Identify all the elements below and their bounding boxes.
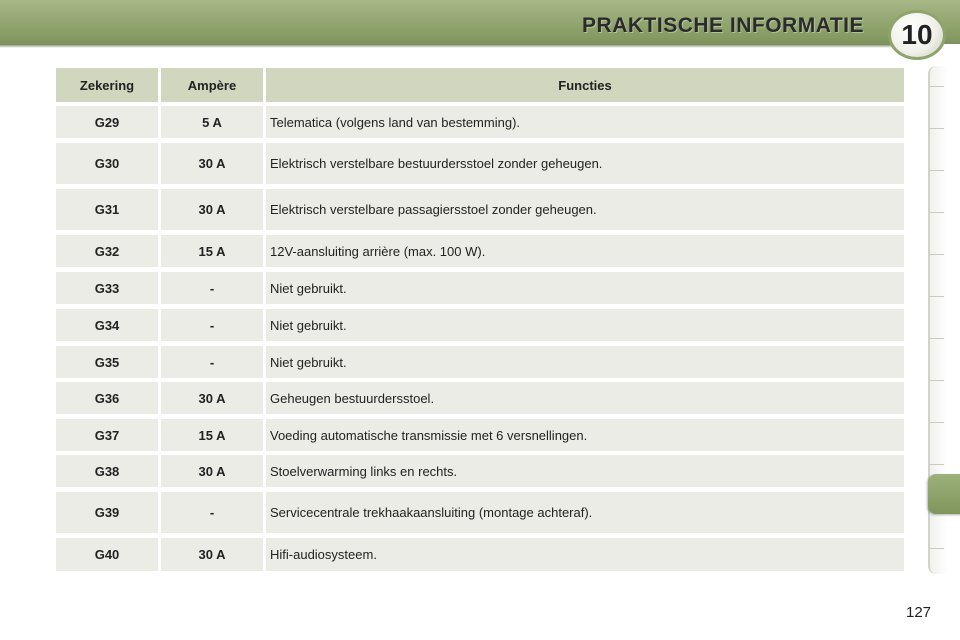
side-tab-divider bbox=[930, 212, 944, 213]
fuse-amperage: 30 A bbox=[161, 455, 263, 487]
fuse-function: 12V-aansluiting arrière (max. 100 W). bbox=[266, 235, 904, 267]
table-row bbox=[56, 538, 904, 571]
fuse-amperage: - bbox=[161, 492, 263, 533]
table-row bbox=[56, 143, 904, 184]
table-row bbox=[56, 419, 904, 451]
table-row bbox=[56, 272, 904, 304]
fuse-amperage: 30 A bbox=[161, 382, 263, 414]
fuse-amperage: - bbox=[161, 272, 263, 304]
fuse-amperage: 30 A bbox=[161, 143, 263, 184]
fuse-amperage: - bbox=[161, 309, 263, 341]
fuse-function: Elektrisch verstelbare bestuurdersstoel zonder geheugen. bbox=[266, 143, 904, 184]
header-divider bbox=[0, 44, 900, 48]
table-row bbox=[56, 346, 904, 378]
side-tab-divider bbox=[930, 170, 944, 171]
table-row bbox=[56, 309, 904, 341]
page-number: 127 bbox=[906, 604, 932, 621]
side-tab-divider bbox=[930, 338, 944, 339]
fuse-id: G29 bbox=[56, 106, 158, 138]
fuse-amperage: 30 A bbox=[161, 538, 263, 571]
side-tab-divider bbox=[930, 380, 944, 381]
fuse-id: G31 bbox=[56, 189, 158, 230]
fuse-function: Hifi-audiosysteem. bbox=[266, 538, 904, 571]
fuse-amperage: 30 A bbox=[161, 189, 263, 230]
fuse-id: G33 bbox=[56, 272, 158, 304]
fuse-id: G38 bbox=[56, 455, 158, 487]
table-header-row bbox=[56, 68, 904, 102]
fuse-function: Geheugen bestuurdersstoel. bbox=[266, 382, 904, 414]
side-tab-divider bbox=[930, 422, 944, 423]
column-header-functions: Functies bbox=[266, 68, 904, 102]
chapter-tab-active[interactable] bbox=[928, 474, 960, 514]
page-title: PRAKTISCHE INFORMATIE bbox=[582, 14, 864, 37]
fuse-id: G35 bbox=[56, 346, 158, 378]
side-tab-divider bbox=[930, 86, 944, 87]
table-row bbox=[56, 189, 904, 230]
table-row bbox=[56, 455, 904, 487]
fuse-id: G39 bbox=[56, 492, 158, 533]
fuse-function: Voeding automatische transmissie met 6 versnellingen. bbox=[266, 419, 904, 451]
fuse-id: G32 bbox=[56, 235, 158, 267]
fuse-id: G36 bbox=[56, 382, 158, 414]
fuse-function: Elektrisch verstelbare passagiersstoel zonder geheugen. bbox=[266, 189, 904, 230]
table-row bbox=[56, 492, 904, 533]
table-row bbox=[56, 235, 904, 267]
table-row bbox=[56, 382, 904, 414]
table-row bbox=[56, 106, 904, 138]
fuse-amperage: 15 A bbox=[161, 419, 263, 451]
column-header-fuse: Zekering bbox=[56, 68, 158, 102]
fuse-function: Telematica (volgens land van bestemming). bbox=[266, 106, 904, 138]
fuse-amperage: 15 A bbox=[161, 235, 263, 267]
fuse-function: Niet gebruikt. bbox=[266, 346, 904, 378]
side-tab-divider bbox=[930, 296, 944, 297]
side-tab-divider bbox=[930, 464, 944, 465]
fuse-id: G37 bbox=[56, 419, 158, 451]
fuse-function: Servicecentrale trekhaakaansluiting (montage achteraf). bbox=[266, 492, 904, 533]
fuse-id: G40 bbox=[56, 538, 158, 571]
side-tab-divider bbox=[930, 548, 944, 549]
fuse-amperage: 5 A bbox=[161, 106, 263, 138]
fuse-function: Niet gebruikt. bbox=[266, 272, 904, 304]
side-tab-divider bbox=[930, 128, 944, 129]
side-tab-divider bbox=[930, 254, 944, 255]
chapter-number-badge: 10 bbox=[888, 10, 946, 60]
fuse-id: G30 bbox=[56, 143, 158, 184]
fuse-amperage: - bbox=[161, 346, 263, 378]
fuse-function: Niet gebruikt. bbox=[266, 309, 904, 341]
fuse-id: G34 bbox=[56, 309, 158, 341]
column-header-amp: Ampère bbox=[161, 68, 263, 102]
fuse-function: Stoelverwarming links en rechts. bbox=[266, 455, 904, 487]
